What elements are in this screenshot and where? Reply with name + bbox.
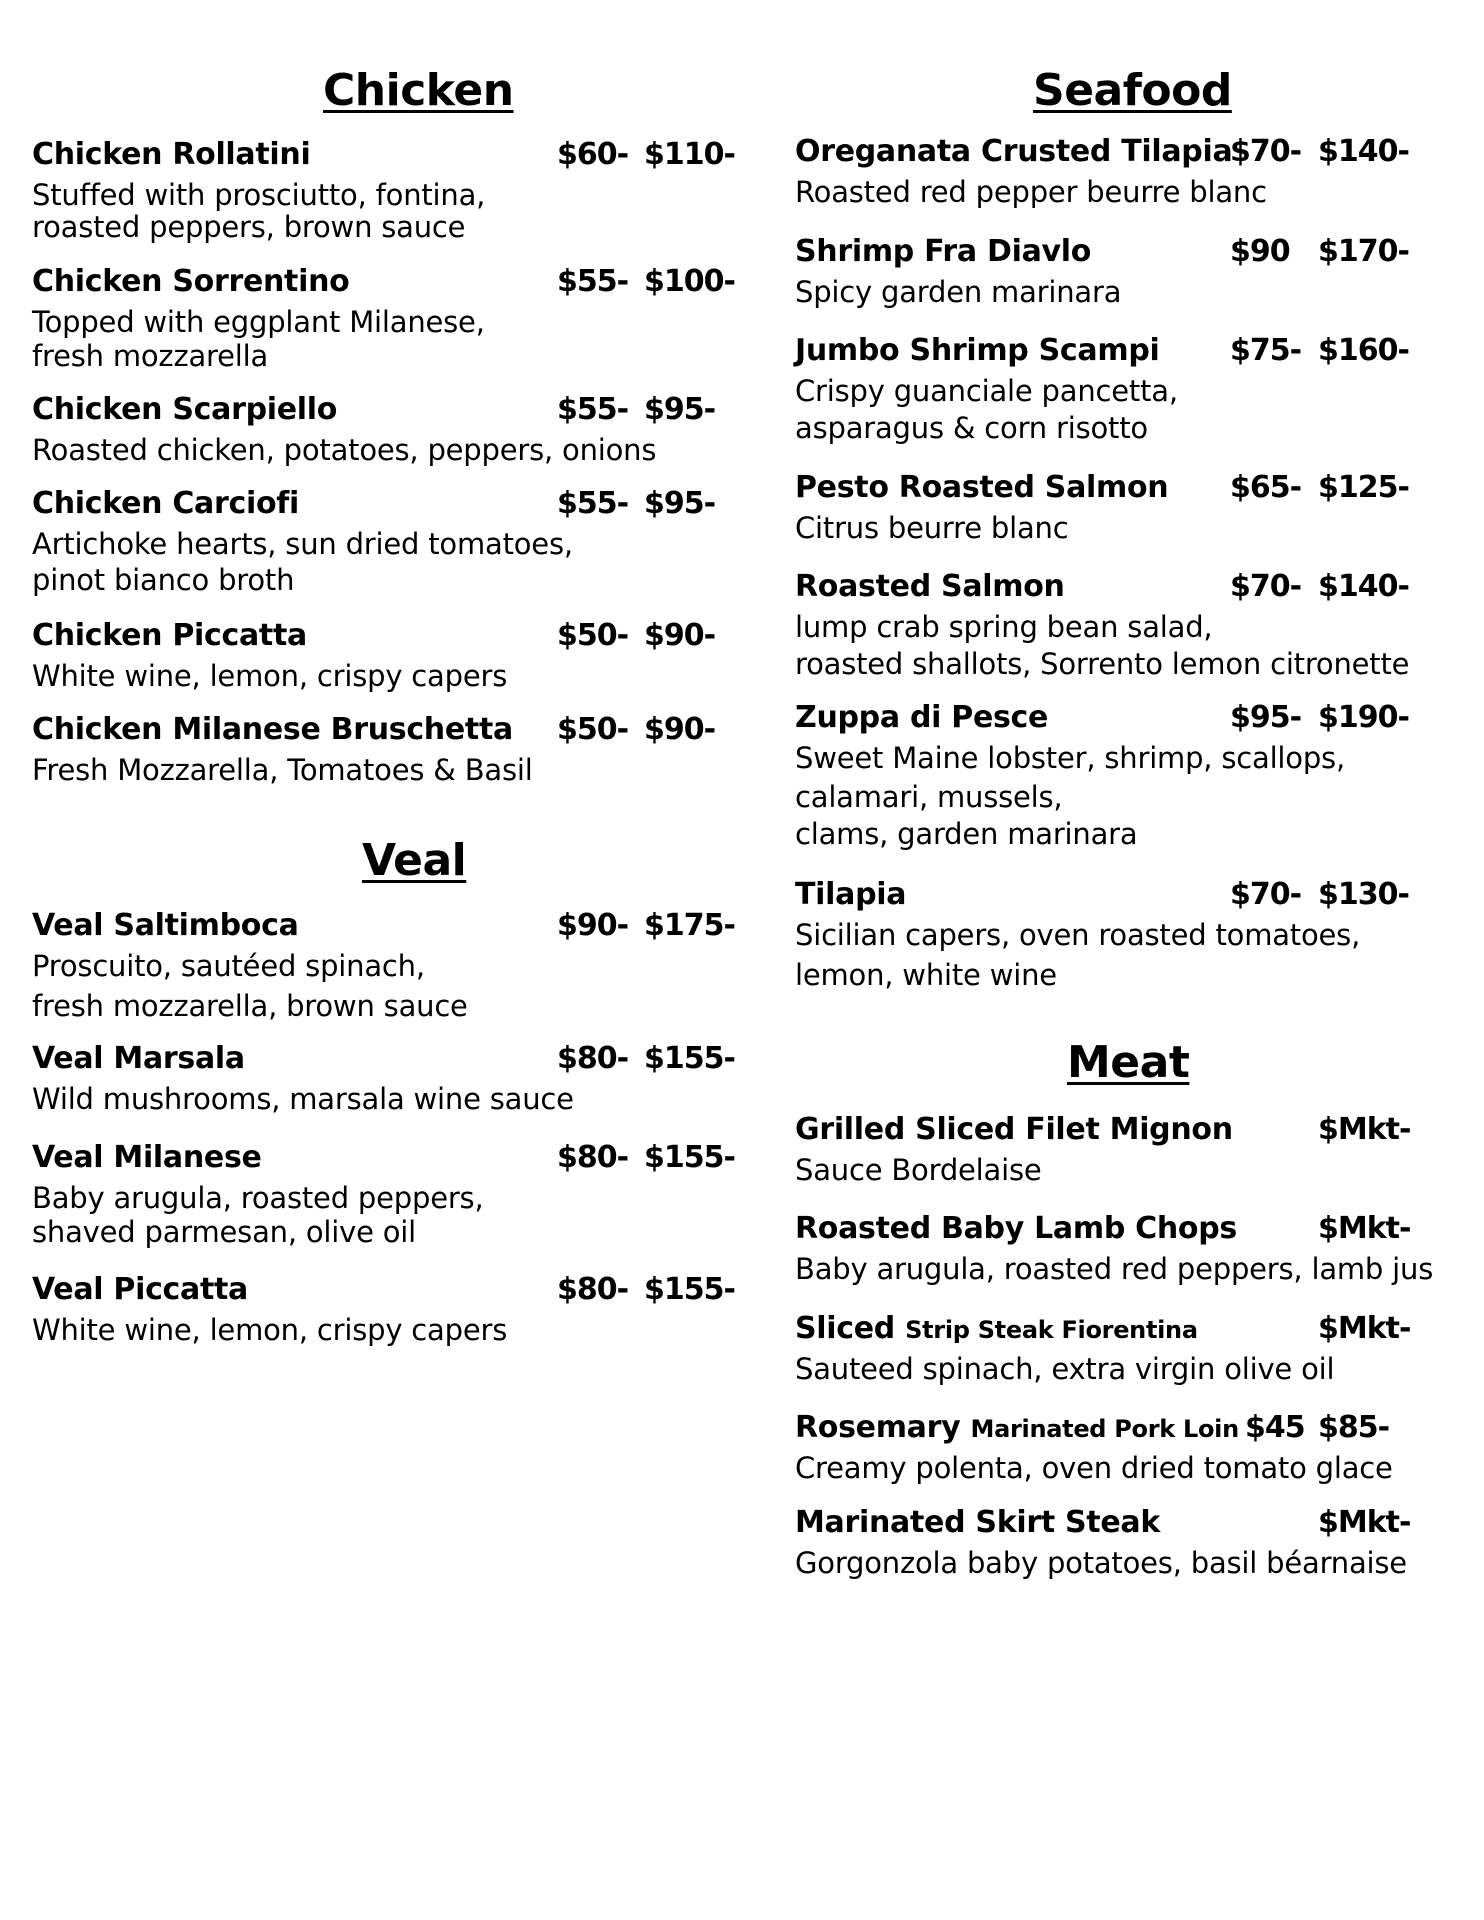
item-name: Chicken Scarpiello (32, 392, 338, 427)
item-description: pinot bianco broth (32, 563, 295, 597)
price-large: $Mkt- (1318, 1505, 1411, 1540)
item-description: Topped with eggplant Milanese, (32, 305, 485, 339)
item-description: Baby arugula, roasted red peppers, lamb jus (795, 1252, 1434, 1286)
item-description: Sauce Bordelaise (795, 1153, 1042, 1187)
item-description: fresh mozzarella, brown sauce (32, 989, 468, 1023)
item-description: Fresh Mozzarella, Tomatoes & Basil (32, 753, 533, 787)
item-description: Roasted red pepper beurre blanc (795, 175, 1267, 209)
item-description: lump crab spring bean salad, (795, 610, 1213, 644)
price-small: $80- (557, 1272, 629, 1307)
price-large: $95- (644, 486, 716, 521)
item-description: clams, garden marinara (795, 817, 1138, 851)
price-large: $Mkt- (1318, 1112, 1411, 1147)
item-name: Pesto Roasted Salmon (795, 470, 1169, 505)
item-name: Chicken Rollatini (32, 137, 311, 172)
item-name: Marinated Skirt Steak (795, 1505, 1160, 1540)
price-large: $Mkt- (1318, 1211, 1411, 1246)
item-name: Veal Milanese (32, 1140, 262, 1175)
item-description: roasted peppers, brown sauce (32, 210, 466, 244)
price-large: $155- (644, 1140, 735, 1175)
item-name: Chicken Piccatta (32, 618, 307, 653)
item-name: Jumbo Shrimp Scampi (795, 333, 1160, 368)
item-description: Proscuito, sautéed spinach, (32, 949, 425, 983)
item-name-main: Sliced (795, 1311, 895, 1346)
item-description: White wine, lemon, crispy capers (32, 1313, 508, 1347)
item-name: Veal Piccatta (32, 1272, 249, 1307)
price-small: $90 (1230, 234, 1290, 269)
price-large: $155- (644, 1272, 735, 1307)
item-name: Roasted Baby Lamb Chops (795, 1211, 1237, 1246)
item-name: Chicken Milanese Bruschetta (32, 712, 513, 747)
item-description: roasted shallots, Sorrento lemon citronette (795, 647, 1410, 681)
price-small: $80- (557, 1041, 629, 1076)
price-small: $75- (1230, 333, 1302, 368)
item-description: lemon, white wine (795, 958, 1057, 992)
item-name-sub: Strip Steak Fiorentina (905, 1316, 1198, 1344)
item-name: Zuppa di Pesce (795, 700, 1049, 735)
item-description: Sweet Maine lobster, shrimp, scallops, (795, 741, 1345, 775)
price-large: $85- (1318, 1410, 1390, 1445)
item-description: Crispy guanciale pancetta, (795, 374, 1178, 408)
item-name (795, 1410, 1239, 1447)
item-description: White wine, lemon, crispy capers (32, 659, 508, 693)
price-small: $50- (557, 712, 629, 747)
price-large: $130- (1318, 877, 1409, 912)
price-large: $160- (1318, 333, 1409, 368)
item-description: asparagus & corn risotto (795, 411, 1148, 445)
item-description: Sicilian capers, oven roasted tomatoes, (795, 918, 1361, 952)
price-large: $175- (644, 908, 735, 943)
item-description: Creamy polenta, oven dried tomato glace (795, 1451, 1393, 1485)
section-heading-meat: Meat (1067, 1037, 1190, 1088)
item-description: Artichoke hearts, sun dried tomatoes, (32, 527, 573, 561)
price-large: $140- (1318, 134, 1409, 169)
price-large: $190- (1318, 700, 1409, 735)
item-description: Sauteed spinach, extra virgin olive oil (795, 1352, 1335, 1386)
price-small: $60- (557, 137, 629, 172)
item-name-sub: Marinated Pork Loin (970, 1415, 1239, 1443)
item-description: calamari, mussels, (795, 780, 1063, 814)
item-name: Veal Marsala (32, 1041, 245, 1076)
price-large: $125- (1318, 470, 1409, 505)
price-small: $55- (557, 486, 629, 521)
item-name: Chicken Carciofi (32, 486, 300, 521)
item-name: Grilled Sliced Filet Mignon (795, 1112, 1233, 1147)
price-large: $90- (644, 618, 716, 653)
price-small: $50- (557, 618, 629, 653)
item-name: Tilapia (795, 877, 907, 912)
price-large: $Mkt- (1318, 1311, 1411, 1346)
price-small: $70- (1230, 134, 1302, 169)
price-large: $110- (644, 137, 735, 172)
item-name: Oreganata Crusted Tilapia (795, 134, 1233, 169)
price-small: $90- (557, 908, 629, 943)
price-small: $55- (557, 264, 629, 299)
price-large: $90- (644, 712, 716, 747)
item-name: Chicken Sorrentino (32, 264, 350, 299)
item-description: fresh mozzarella (32, 339, 269, 373)
item-name: Roasted Salmon (795, 569, 1065, 604)
section-heading-chicken: Chicken (323, 65, 514, 116)
item-description: Baby arugula, roasted peppers, (32, 1181, 484, 1215)
price-small: $70- (1230, 877, 1302, 912)
section-heading-seafood: Seafood (1033, 65, 1232, 116)
price-large: $170- (1318, 234, 1409, 269)
item-description: Wild mushrooms, marsala wine sauce (32, 1082, 574, 1116)
price-large: $95- (644, 392, 716, 427)
price-small: $55- (557, 392, 629, 427)
item-name (795, 1311, 1198, 1348)
price-small: $45 (1245, 1410, 1305, 1445)
item-name-main: Rosemary (795, 1410, 961, 1445)
item-description: Gorgonzola baby potatoes, basil béarnaise (795, 1546, 1407, 1580)
item-description: Stuffed with prosciutto, fontina, (32, 178, 486, 212)
price-small: $70- (1230, 569, 1302, 604)
item-name: Shrimp Fra Diavlo (795, 234, 1092, 269)
price-large: $140- (1318, 569, 1409, 604)
price-large: $155- (644, 1041, 735, 1076)
item-description: Citrus beurre blanc (795, 511, 1069, 545)
item-description: Roasted chicken, potatoes, peppers, onions (32, 433, 657, 467)
section-heading-veal: Veal (362, 835, 467, 886)
price-small: $95- (1230, 700, 1302, 735)
price-small: $80- (557, 1140, 629, 1175)
item-name: Veal Saltimboca (32, 908, 299, 943)
price-large: $100- (644, 264, 735, 299)
price-small: $65- (1230, 470, 1302, 505)
item-description: shaved parmesan, olive oil (32, 1215, 417, 1249)
item-description: Spicy garden marinara (795, 275, 1122, 309)
